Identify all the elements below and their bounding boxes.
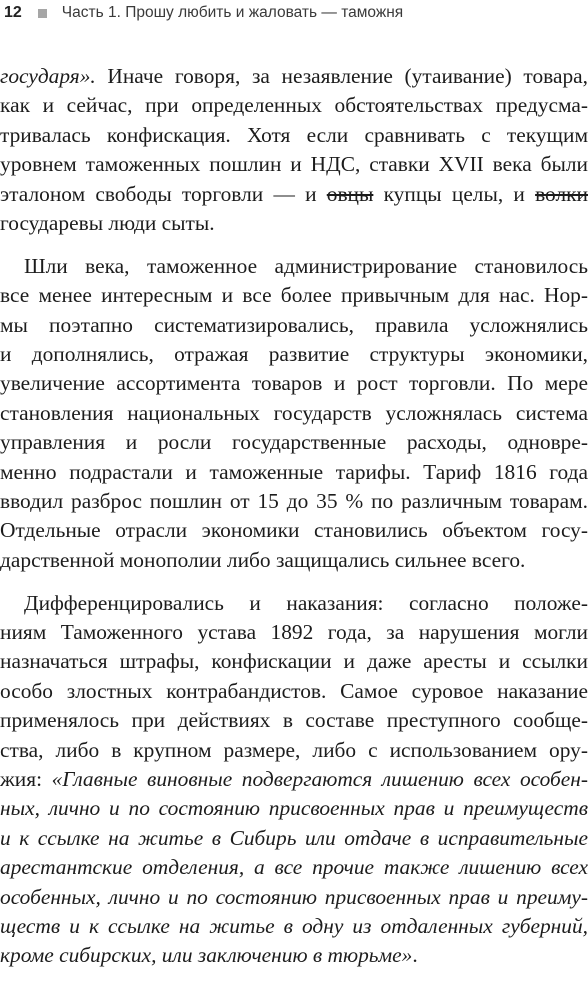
quote-line: особенных, лично и по состоянию присвоенных прав и преиму- bbox=[0, 884, 588, 909]
quote-line: арестантские отделения, а все прочие также лишению всех bbox=[0, 855, 588, 880]
text-line bbox=[0, 62, 588, 91]
text-line: уровнем таможенных пошлин и НДС, ставки XVII века были bbox=[0, 152, 588, 177]
quote-text: кроме сибирских, или заключению в тюрьме» bbox=[0, 943, 413, 968]
strikethrough-word: волки bbox=[535, 181, 588, 206]
text-line bbox=[0, 180, 588, 209]
text-line: применялось при действиях в составе преступного сообще- bbox=[0, 708, 588, 733]
strikethrough-word: овцы bbox=[326, 181, 374, 206]
text-span: эталоном свободы торговли — и bbox=[0, 181, 327, 206]
text-line: назначаться штрафы, конфискации и даже аресты и ссылки bbox=[0, 649, 588, 674]
text-line: увеличение ассортимента товаров и рост торговли. По мере bbox=[0, 371, 588, 396]
quote-line: ществ и к ссылке на житье в одну из отдаленных губерний, bbox=[0, 913, 588, 938]
quote-line: ных, лично и по состоянию присвоенных прав и преимуществ bbox=[0, 796, 588, 821]
text-line: все менее интересным и все более привычным для нас. Нор- bbox=[0, 283, 588, 308]
text-line: ниям Таможенного устава 1892 года, за нарушения могли bbox=[0, 620, 588, 645]
text-line bbox=[0, 765, 588, 794]
text-line: менно подрастали и таможенные тарифы. Тариф 1816 года bbox=[0, 459, 588, 484]
text-span: жия: bbox=[0, 766, 52, 791]
text-line: мы поэтапно систематизировались, правила усложнялись bbox=[0, 312, 588, 337]
text-line: Шли века, таможенное администрирование становилось bbox=[24, 253, 588, 278]
text-span: Иначе говоря, за незаявление (утаивание) товара, bbox=[95, 64, 588, 88]
page-header bbox=[4, 0, 403, 26]
quote-line: и к ссылке на житье в Сибирь или отдаче в исправительные bbox=[0, 825, 588, 850]
text-line: особо злостных контрабандистов. Самое суровое наказание bbox=[0, 678, 588, 703]
quote-end: государя». bbox=[0, 64, 96, 88]
text-line: как и сейчас, при определенных обстоятельствах предусма- bbox=[0, 93, 588, 118]
text-line: дарственной монополии либо защищались сильнее всего. bbox=[0, 547, 526, 572]
page-number: 12 bbox=[4, 4, 22, 21]
quote-text: «Главные виновные подвергаются лишению всех особен- bbox=[51, 766, 588, 791]
text-span: купцы целы, и bbox=[373, 181, 536, 206]
running-title: Часть 1. Прошу любить и жаловать — таможня bbox=[61, 4, 404, 21]
text-span: . bbox=[412, 943, 418, 968]
text-line: Отдельные отрасли экономики становились объектом госу- bbox=[0, 518, 588, 543]
text-line: управления и росли государственные расходы, одновре- bbox=[0, 430, 588, 455]
text-line: ства, либо в крупном размере, либо с использованием ору- bbox=[0, 737, 588, 762]
page-body bbox=[0, 62, 588, 984]
text-line: тривалась конфискация. Хотя если сравнивать с текущим bbox=[0, 122, 588, 147]
text-line: Дифференцировались и наказания: согласно положе- bbox=[24, 590, 588, 615]
text-line: вводил разброс пошлин от 15 до 35 % по различным товарам. bbox=[0, 488, 588, 513]
text-line: становления национальных государств усложнялась система bbox=[0, 400, 588, 425]
text-line: и дополнялись, отражая развитие структуры экономики, bbox=[0, 342, 588, 367]
text-line: государевы люди сыты. bbox=[0, 210, 215, 235]
text-line bbox=[0, 941, 588, 970]
paragraph-1 bbox=[0, 62, 588, 238]
paragraph-2 bbox=[0, 252, 588, 575]
separator-square-icon bbox=[38, 9, 47, 18]
paragraph-3 bbox=[0, 589, 588, 971]
